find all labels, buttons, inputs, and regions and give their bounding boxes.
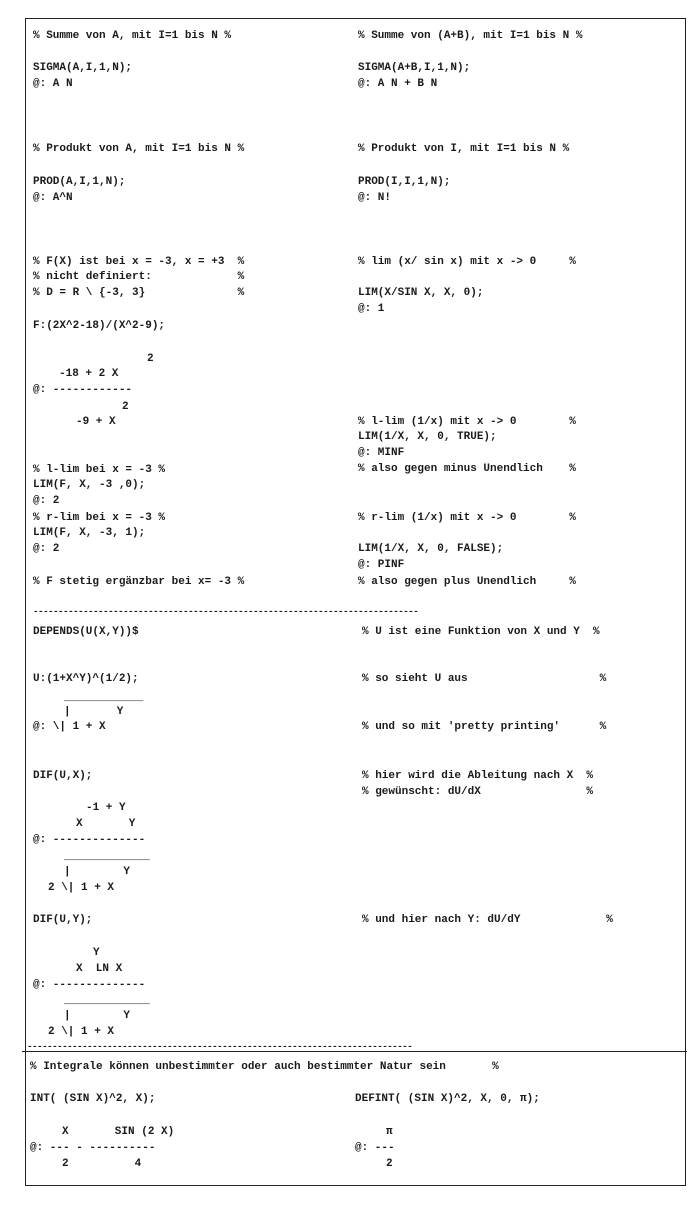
dif-x-comment-2: % gewünscht: dU/dX % xyxy=(362,786,594,798)
dif-x-command: DIF(U,X); xyxy=(33,770,93,782)
left-llim-comment: % l-lim bei x = -3 % xyxy=(33,464,166,476)
sqrt-exponent: | Y xyxy=(64,706,124,718)
u-definition: U:(1+X^Y)^(1/2); xyxy=(33,673,139,685)
frac-bar: @: ------------ xyxy=(33,384,133,396)
dif-x-denominator: 2 \| 1 + X xyxy=(48,882,115,894)
left-prod-command: PROD(A,I,1,N); xyxy=(33,176,126,188)
defint-denominator: 2 xyxy=(386,1158,393,1170)
right-rlim-result: @: PINF xyxy=(358,559,405,571)
frac-numerator: -18 + 2 X xyxy=(59,368,119,380)
right-llim-note: % also gegen minus Unendlich % xyxy=(358,463,576,475)
dif-x-sqrt-overbar: _____________ xyxy=(64,851,150,863)
right-rlim-command: LIM(1/X, X, 0, FALSE); xyxy=(358,543,504,555)
left-sum-result: @: A N xyxy=(33,78,73,90)
left-sum-command: SIGMA(A,I,1,N); xyxy=(33,62,133,74)
right-lim-command: LIM(X/SIN X, X, 0); xyxy=(358,287,484,299)
left-rlim-comment: % r-lim bei x = -3 % xyxy=(33,512,166,524)
defint-command: DEFINT( (SIN X)^2, X, 0, π); xyxy=(355,1093,540,1105)
sqrt-overbar: ____________ xyxy=(64,692,144,704)
left-def-comment-2: % nicht definiert: % xyxy=(33,271,245,283)
frac-exponent: 2 xyxy=(147,353,154,365)
section-separator-2: ----------------------------------------------------------------------------- xyxy=(27,1041,413,1052)
depends-comment: % U ist eine Funktion von X und Y % xyxy=(362,626,600,638)
dif-x-fraction-bar: @: -------------- xyxy=(33,834,146,846)
dif-y-denominator: 2 \| 1 + X xyxy=(48,1026,115,1038)
int-denominator: 2 4 xyxy=(62,1158,142,1170)
frac-denominator: -9 + X xyxy=(76,416,116,428)
dif-y-comment: % und hier nach Y: dU/dY % xyxy=(362,914,613,926)
dif-y-command: DIF(U,Y); xyxy=(33,914,93,926)
integral-comment: % Integrale können unbestimmter oder auch bestimmter Natur sein % xyxy=(30,1061,499,1073)
left-def-comment-1: % F(X) ist bei x = -3, x = +3 % xyxy=(33,256,245,268)
section-separator-1: ----------------------------------------------------------------------------- xyxy=(33,606,419,617)
dif-y-exponent: Y xyxy=(93,947,100,959)
sqrt-expression: @: \| 1 + X xyxy=(33,721,106,733)
left-stetig-comment: % F stetig ergänzbar bei x= -3 % xyxy=(33,576,245,588)
u-comment: % so sieht U aus % xyxy=(362,673,607,685)
left-rlim-command: LIM(F, X, -3, 1); xyxy=(33,527,146,539)
right-llim-comment: % l-lim (1/x) mit x -> 0 % xyxy=(358,416,576,428)
int-fraction-bar: @: --- - ---------- xyxy=(30,1142,156,1154)
dif-y-fraction-bar: @: -------------- xyxy=(33,979,146,991)
right-rlim-comment: % r-lim (1/x) mit x -> 0 % xyxy=(358,512,576,524)
right-prod-comment: % Produkt von I, mit I=1 bis N % xyxy=(358,143,570,155)
right-llim-command: LIM(1/X, X, 0, TRUE); xyxy=(358,431,497,443)
dif-y-sqrt-overbar: _____________ xyxy=(64,995,150,1007)
left-llim-result: @: 2 xyxy=(33,495,60,507)
dif-y-sqrt-exponent: | Y xyxy=(64,1010,131,1022)
dif-y-numerator: X LN X xyxy=(76,963,123,975)
right-sum-result: @: A N + B N xyxy=(358,78,438,90)
right-lim-comment: % lim (x/ sin x) mit x -> 0 % xyxy=(358,256,576,268)
defint-numerator: π xyxy=(386,1126,393,1138)
depends-command: DEPENDS(U(X,Y))$ xyxy=(33,626,139,638)
pretty-comment: % und so mit 'pretty printing' % xyxy=(362,721,607,733)
dif-x-comment-1: % hier wird die Ableitung nach X % xyxy=(362,770,594,782)
int-command: INT( (SIN X)^2, X); xyxy=(30,1093,156,1105)
dif-x-numerator: X Y xyxy=(76,818,136,830)
f-definition: F:(2X^2-18)/(X^2-9); xyxy=(33,320,166,332)
left-rlim-result: @: 2 xyxy=(33,543,60,555)
right-prod-command: PROD(I,I,1,N); xyxy=(358,176,451,188)
left-sum-comment: % Summe von A, mit I=1 bis N % xyxy=(33,30,232,42)
frac-den-exponent: 2 xyxy=(122,401,129,413)
right-llim-result: @: MINF xyxy=(358,447,405,459)
right-sum-comment: % Summe von (A+B), mit I=1 bis N % xyxy=(358,30,583,42)
int-numerator: X SIN (2 X) xyxy=(62,1126,175,1138)
right-lim-result: @: 1 xyxy=(358,303,385,315)
defint-fraction-bar: @: --- xyxy=(355,1142,395,1154)
left-llim-command: LIM(F, X, -3 ,0); xyxy=(33,479,146,491)
dif-x-exponent: -1 + Y xyxy=(86,802,126,814)
right-rlim-note: % also gegen plus Unendlich % xyxy=(358,576,576,588)
left-prod-result: @: A^N xyxy=(33,192,73,204)
left-prod-comment: % Produkt von A, mit I=1 bis N % xyxy=(33,143,245,155)
left-def-comment-3: % D = R \ {-3, 3} % xyxy=(33,287,245,299)
dif-x-sqrt-exponent: | Y xyxy=(64,866,131,878)
right-sum-command: SIGMA(A+B,I,1,N); xyxy=(358,62,471,74)
right-prod-result: @: N! xyxy=(358,192,392,204)
